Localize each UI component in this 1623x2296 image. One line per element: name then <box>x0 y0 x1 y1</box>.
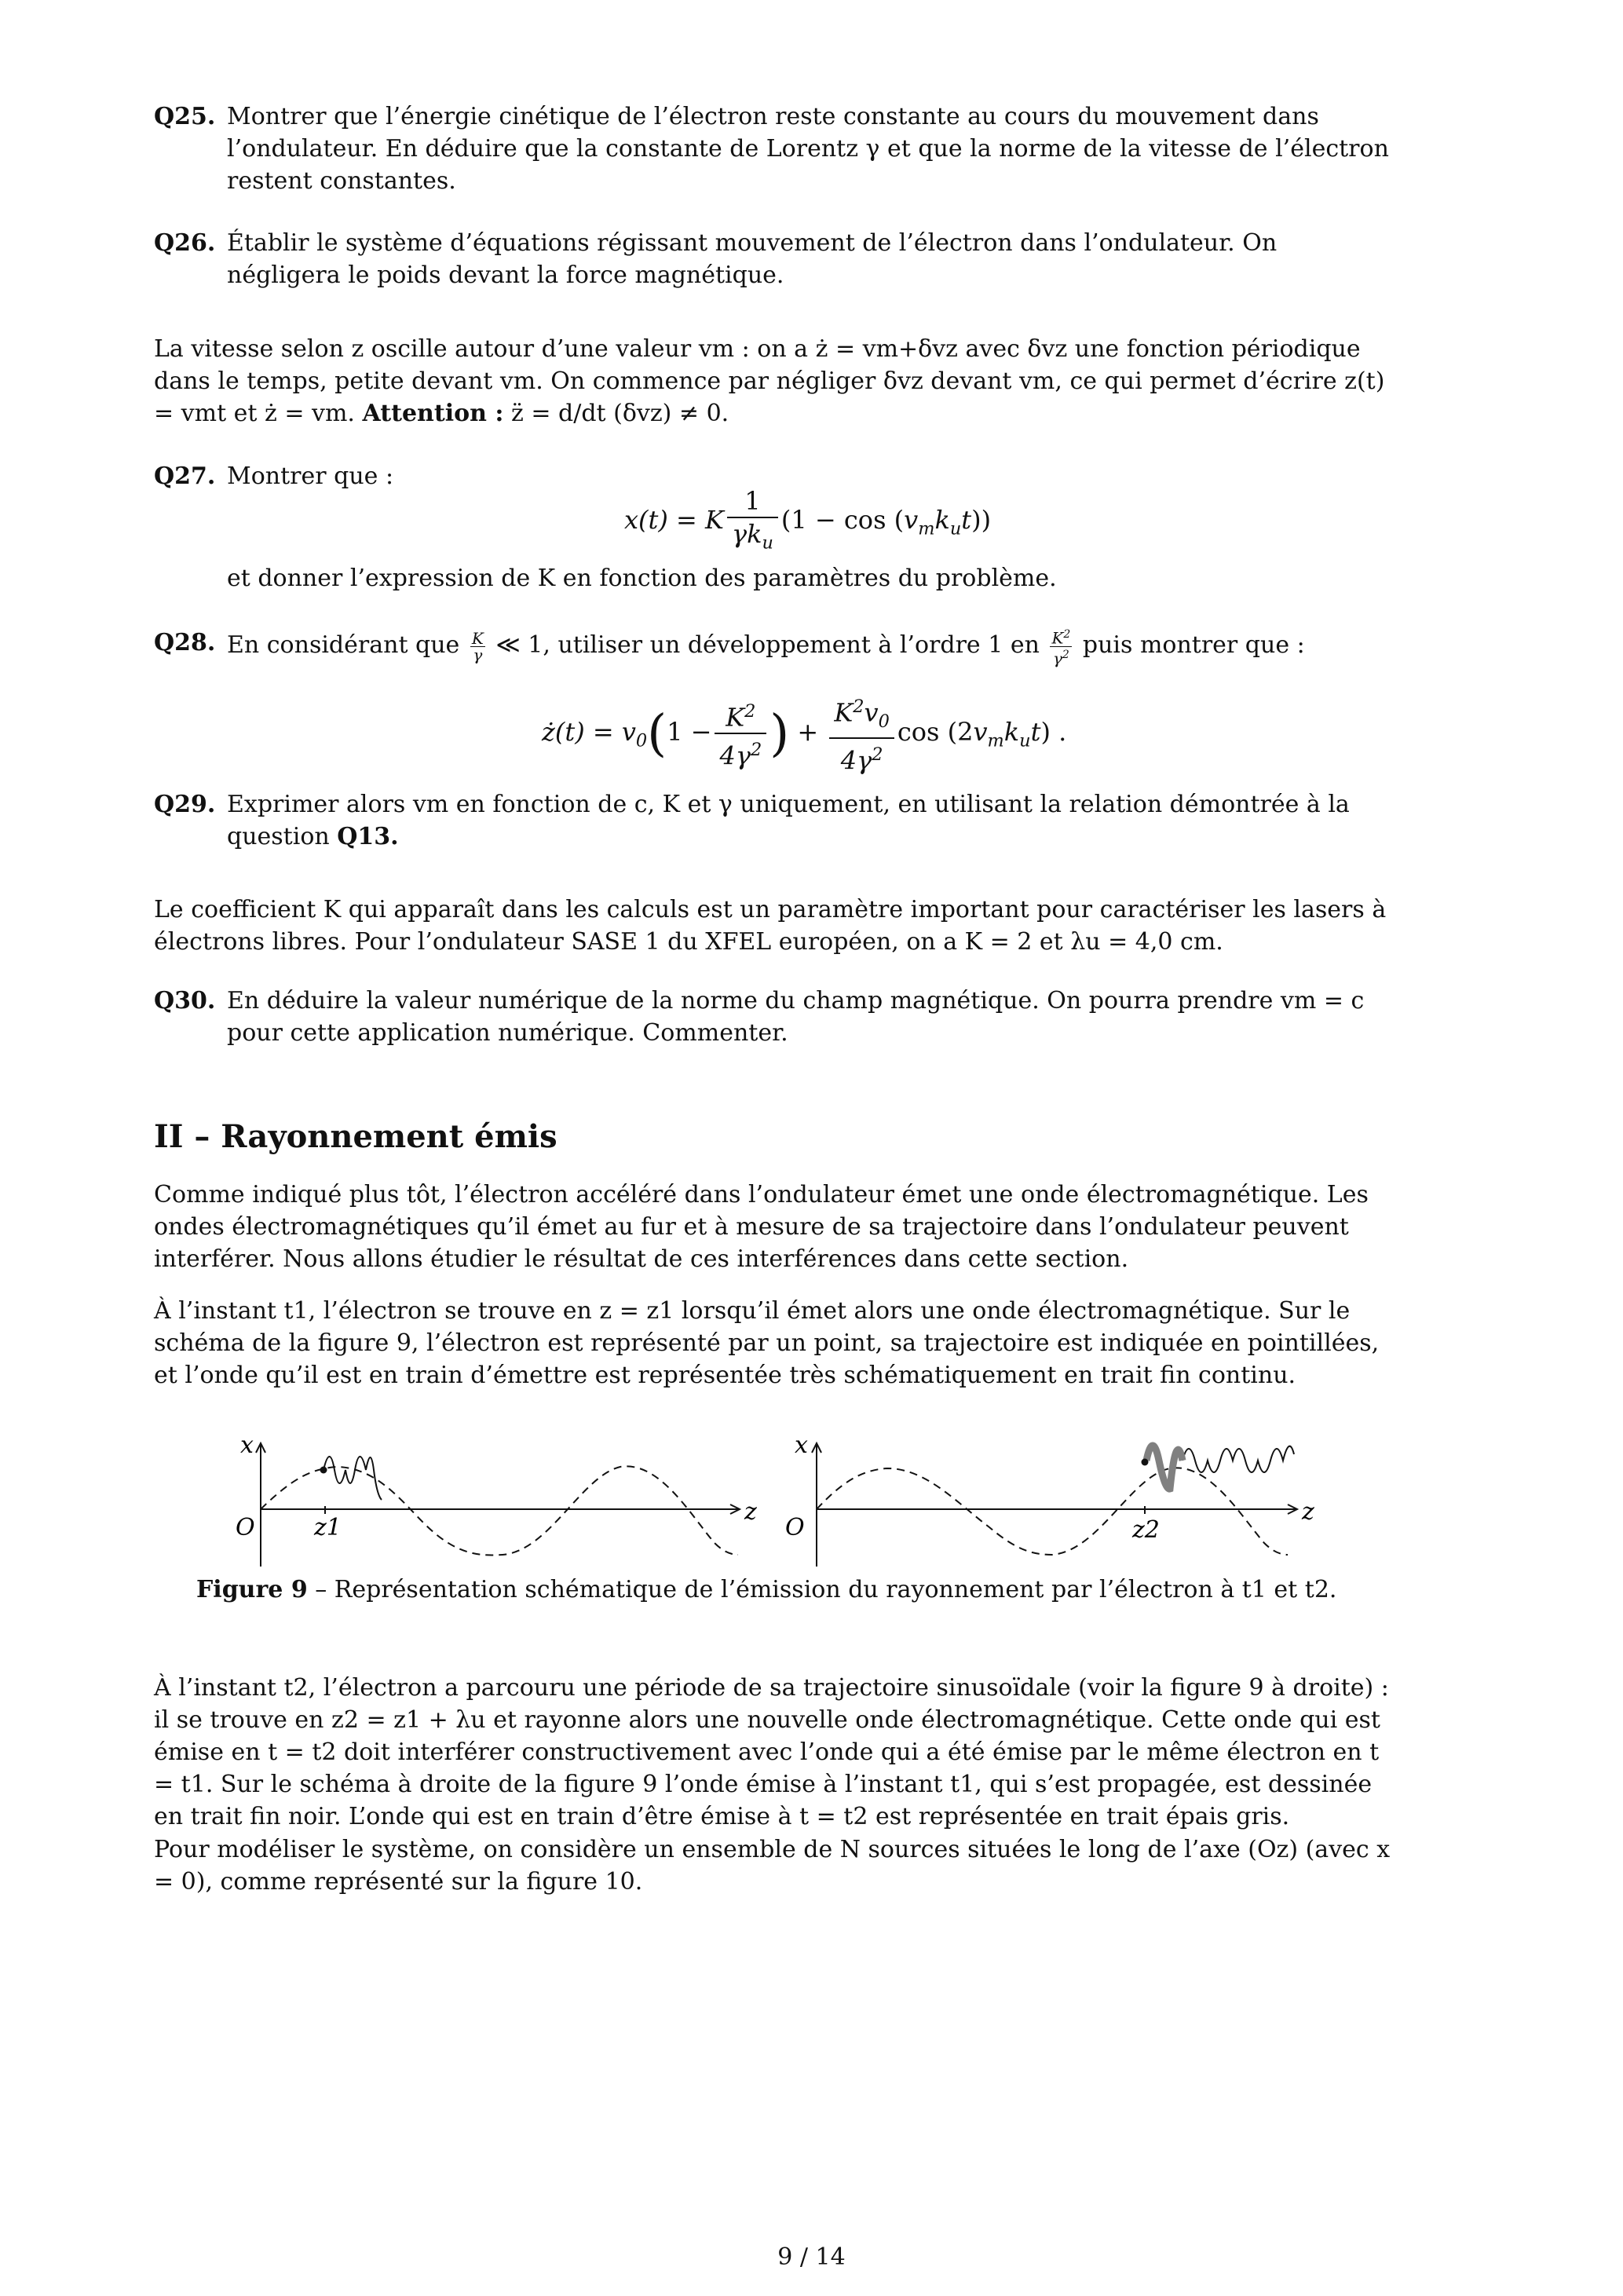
question-number: Q29. <box>154 791 216 818</box>
question-text <box>227 788 1395 853</box>
question-30 <box>154 985 1395 1049</box>
question-text: Établir le système d’équations régissant mouvement de l’électron dans l’ondulateur. On négligera le poids devant la force magnétique. <box>227 229 1278 289</box>
question-25 <box>154 101 1395 197</box>
question-28 <box>154 627 1395 666</box>
figure-9-right-panel <box>785 1431 1314 1567</box>
question-text: Montrer que l’énergie cinétique de l’électron reste constante au cours du mouvement dans l’ondulateur. En déduire que la constante de Lorentz γ et que la norme de la vitesse de l’électron restent constantes. <box>227 103 1389 195</box>
paragraph-model: Pour modéliser le système, on considère un ensemble de N sources situées le long de l’axe (Oz) (avec x = 0), comme représenté sur la figure 10. <box>154 1836 1391 1896</box>
question-text-part: puis montrer que : <box>1082 631 1305 660</box>
equation-zdot: ż(t) = $v_0(1$ − $\frac{K^2}{4\gamma^2}$ ) + $\frac{K^2v_0}{4\gamma^2}$ $\cos (2v_mk_ut)$ . <box>542 691 1066 777</box>
origin-label: O <box>236 1514 255 1541</box>
figure-9 <box>220 1413 1335 1570</box>
paragraph-section-intro: Comme indiqué plus tôt, l’électron accéléré dans l’ondulateur émet une onde électromagnétique. Les ondes électromagnétiques qu’il émet au fur et à mesure de sa trajectoire dans l’ondulateur peuvent interférer. Nous allons étudier le résultat de ces interférences dans cette section. <box>154 1181 1369 1273</box>
question-text-part: Exprimer alors vm en fonction de c, K et γ uniquement, en utilisant la relation démontrée à la question <box>227 791 1350 850</box>
section-title: II – Rayonnement émis <box>154 1118 557 1155</box>
paragraph-text: La vitesse selon z oscille autour d’une valeur vm : on a ż = vm+δvz avec δvz une fonction périodique dans le temps, petite devant vm. On commence par négliger δvz devant vm, ce qui permet d’écrire z(t) = vmt et ż = vm. <box>154 335 1385 427</box>
axis-x-label: x <box>795 1431 808 1459</box>
axis-x-label: x <box>240 1431 254 1459</box>
question-text: En considérant que $\frac{K}{\gamma}$ ≪ 1, utiliser un développement à l’ordre 1 en $\frac{K^2}{\gamma^2}$ puis montrer que : <box>227 628 1305 668</box>
figure-9-caption <box>196 1576 1336 1603</box>
question-26 <box>154 227 1395 291</box>
question-number: Q28. <box>154 629 216 656</box>
question-27-after: et donner l’expression de K en fonction des paramètres du problème. <box>227 565 1057 592</box>
question-reference: Q13. <box>337 823 399 850</box>
question-text: En déduire la valeur numérique de la norme du champ magnétique. On pourra prendre vm = c pour cette application numérique. Commenter. <box>227 987 1365 1047</box>
paragraph-text: z̈ = d/dt (δvz) ≠ 0. <box>511 400 729 427</box>
figure-label: Figure 9 <box>196 1576 308 1603</box>
paragraph-velocity <box>154 333 1395 430</box>
paragraph-t1: À l’instant t1, l’électron se trouve en z = z1 lorsqu’il émet alors une onde électromagnétique. Sur le schéma de la figure 9, l’électron est représenté par un point, sa trajectoire est indiquée en pointillées, et l’onde qu’il est en train d’émettre est représentée très schématiquement en trait fin continu. <box>154 1297 1380 1389</box>
question-number: Q30. <box>154 987 216 1015</box>
origin-label: O <box>785 1514 805 1541</box>
question-number: Q25. <box>154 103 216 130</box>
question-intro: Montrer que : <box>227 462 394 490</box>
paragraph-coefficient-k: Le coefficient K qui apparaît dans les calculs est un paramètre important pour caractériser les lasers à électrons libres. Pour l’ondulateur SASE 1 du XFEL européen, on a K = 2 et λu = 4,0 cm. <box>154 896 1387 956</box>
equation-x-t: x(t) = K $\frac{1}{\gamma k_u}$ $(1 - \cos (v_mk_ut))$ <box>624 486 992 554</box>
question-number: Q27. <box>154 462 216 490</box>
z2-label: z2 <box>1132 1516 1160 1544</box>
axis-z-label: z <box>1302 1498 1314 1526</box>
axis-z-label: z <box>744 1498 757 1526</box>
figure-9-left-panel <box>236 1431 757 1567</box>
question-29 <box>154 788 1395 853</box>
figure-caption-text: – Représentation schématique de l’émission du rayonnement par l’électron à t1 et t2. <box>315 1576 1337 1603</box>
paragraph-t2: À l’instant t2, l’électron a parcouru une période de sa trajectoire sinusoïdale (voir la figure 9 à droite) : il se trouve en z2 = z1 + λu et rayonne alors une nouvelle onde électromagnétique. Cette onde qui est émise en t = t2 doit interférer constructivement avec l’onde qui a été émise par le même électron en t = t1. Sur le schéma à droite de la figure 9 l’onde émise à l’instant t1, qui s’est propagée, est dessinée en trait fin noir. L’onde qui est en train d’être émise à t = t2 est représentée en trait épais gris. <box>154 1674 1389 1830</box>
z1-label: z1 <box>314 1514 342 1541</box>
attention-label: Attention : <box>362 400 504 427</box>
question-number: Q26. <box>154 229 216 257</box>
question-text-part: ≪ 1, utiliser un développement à l’ordre 1 en <box>495 631 1040 660</box>
page-number: 9 / 14 <box>777 2243 846 2271</box>
question-text-part: En considérant que <box>227 631 460 660</box>
